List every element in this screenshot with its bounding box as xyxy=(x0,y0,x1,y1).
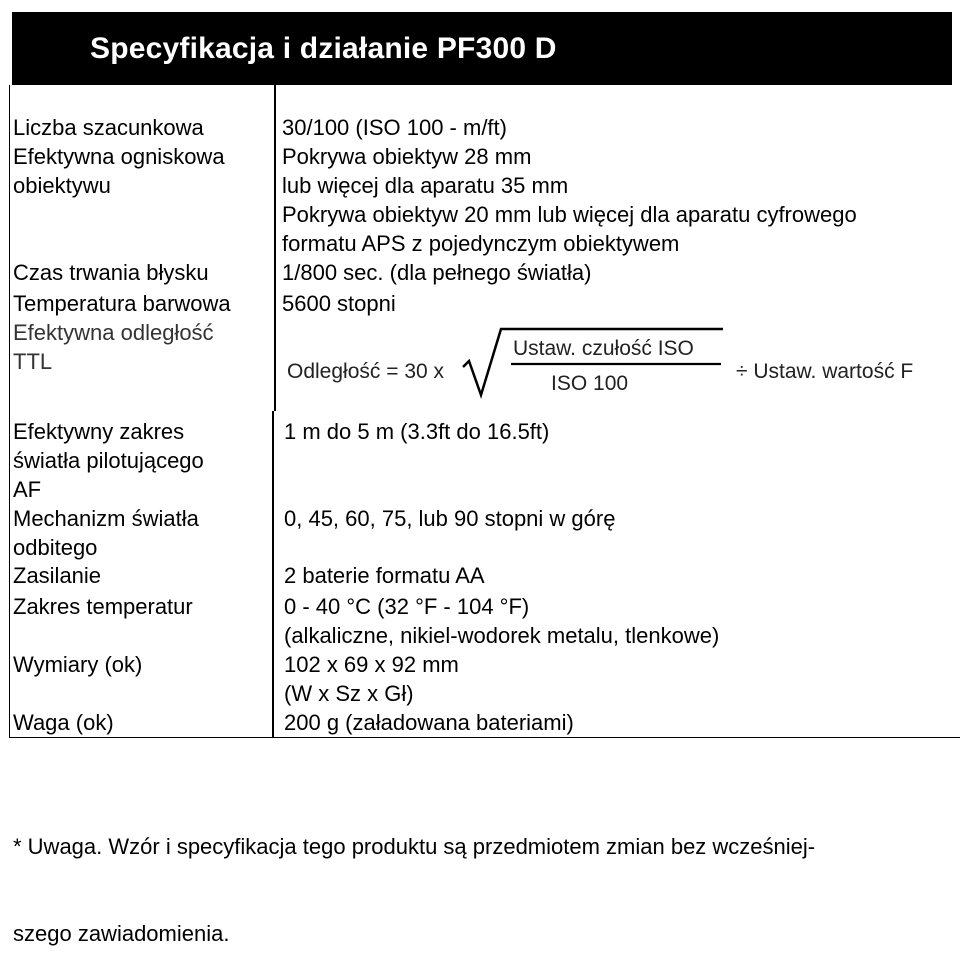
temperature-range-value: (alkaliczne, nikiel-wodorek metalu, tlenkowe) xyxy=(284,623,720,648)
focal-length-value: formatu APS z pojedynczym obiektywem xyxy=(282,231,680,256)
guide-number-label: Liczba szacunkowa xyxy=(13,115,204,140)
focal-length-value: lub więcej dla aparatu 35 mm xyxy=(282,173,569,198)
specification-table xyxy=(9,85,960,738)
temperature-range-value: 0 - 40 °C (32 °F - 104 °F) xyxy=(284,594,530,619)
focal-length-value: Pokrywa obiektyw 28 mm xyxy=(282,144,532,169)
ttl-distance-label: TTL xyxy=(13,349,53,374)
page-title: Specyfikacja i działanie PF300 D xyxy=(90,32,557,65)
bounce-value: 0, 45, 60, 75, lub 90 stopni w górę xyxy=(284,506,616,531)
focal-length-label: Efektywna ogniskowa xyxy=(13,144,225,169)
formula-lhs: Odległość = 30 x xyxy=(287,360,445,383)
flash-duration-value: 1/800 sec. (dla pełnego światła) xyxy=(282,260,592,285)
title-banner xyxy=(12,12,952,85)
bounce-label: Mechanizm światła xyxy=(13,506,199,531)
power-value: 2 baterie formatu AA xyxy=(284,563,485,588)
dimensions-value: (W x Sz x Gł) xyxy=(284,681,414,706)
color-temperature-label: Temperatura barwowa xyxy=(13,291,231,316)
weight-value: 200 g (załadowana bateriami) xyxy=(284,710,574,735)
guide-number-value: 30/100 (ISO 100 - m/ft) xyxy=(282,115,507,140)
af-light-label: Efektywny zakres xyxy=(13,419,185,444)
temperature-range-label: Zakres temperatur xyxy=(13,594,193,619)
formula-numerator: Ustaw. czułość ISO xyxy=(513,337,694,360)
bounce-label: odbitego xyxy=(13,535,98,560)
power-label: Zasilanie xyxy=(13,563,102,588)
weight-label: Waga (ok) xyxy=(13,710,114,735)
ttl-distance-label: Efektywna odległość xyxy=(13,320,214,345)
color-temperature-value: 5600 stopni xyxy=(282,291,396,316)
flash-duration-label: Czas trwania błysku xyxy=(13,260,209,285)
ttl-distance-formula xyxy=(285,325,957,405)
af-light-value: 1 m do 5 m (3.3ft do 16.5ft) xyxy=(284,419,550,444)
dimensions-value: 102 x 69 x 92 mm xyxy=(284,652,459,677)
dimensions-label: Wymiary (ok) xyxy=(13,652,143,677)
column-divider xyxy=(272,411,274,738)
af-light-label: AF xyxy=(13,477,42,502)
af-light-label: światła pilotującego xyxy=(13,448,204,473)
formula-denominator: ISO 100 xyxy=(551,372,629,395)
footnote-line: * Uwaga. Wzór i specyfikacja tego produktu są przedmiotem zmian bez wcześniej- xyxy=(13,834,816,859)
focal-length-value: Pokrywa obiektyw 20 mm lub więcej dla aparatu cyfrowego xyxy=(282,202,857,227)
column-divider xyxy=(274,85,276,411)
footnote xyxy=(13,774,815,977)
focal-length-label: obiektywu xyxy=(13,173,111,198)
formula-rhs: ÷ Ustaw. wartość F xyxy=(736,360,914,383)
footnote-line: szego zawiadomienia. xyxy=(13,921,230,946)
